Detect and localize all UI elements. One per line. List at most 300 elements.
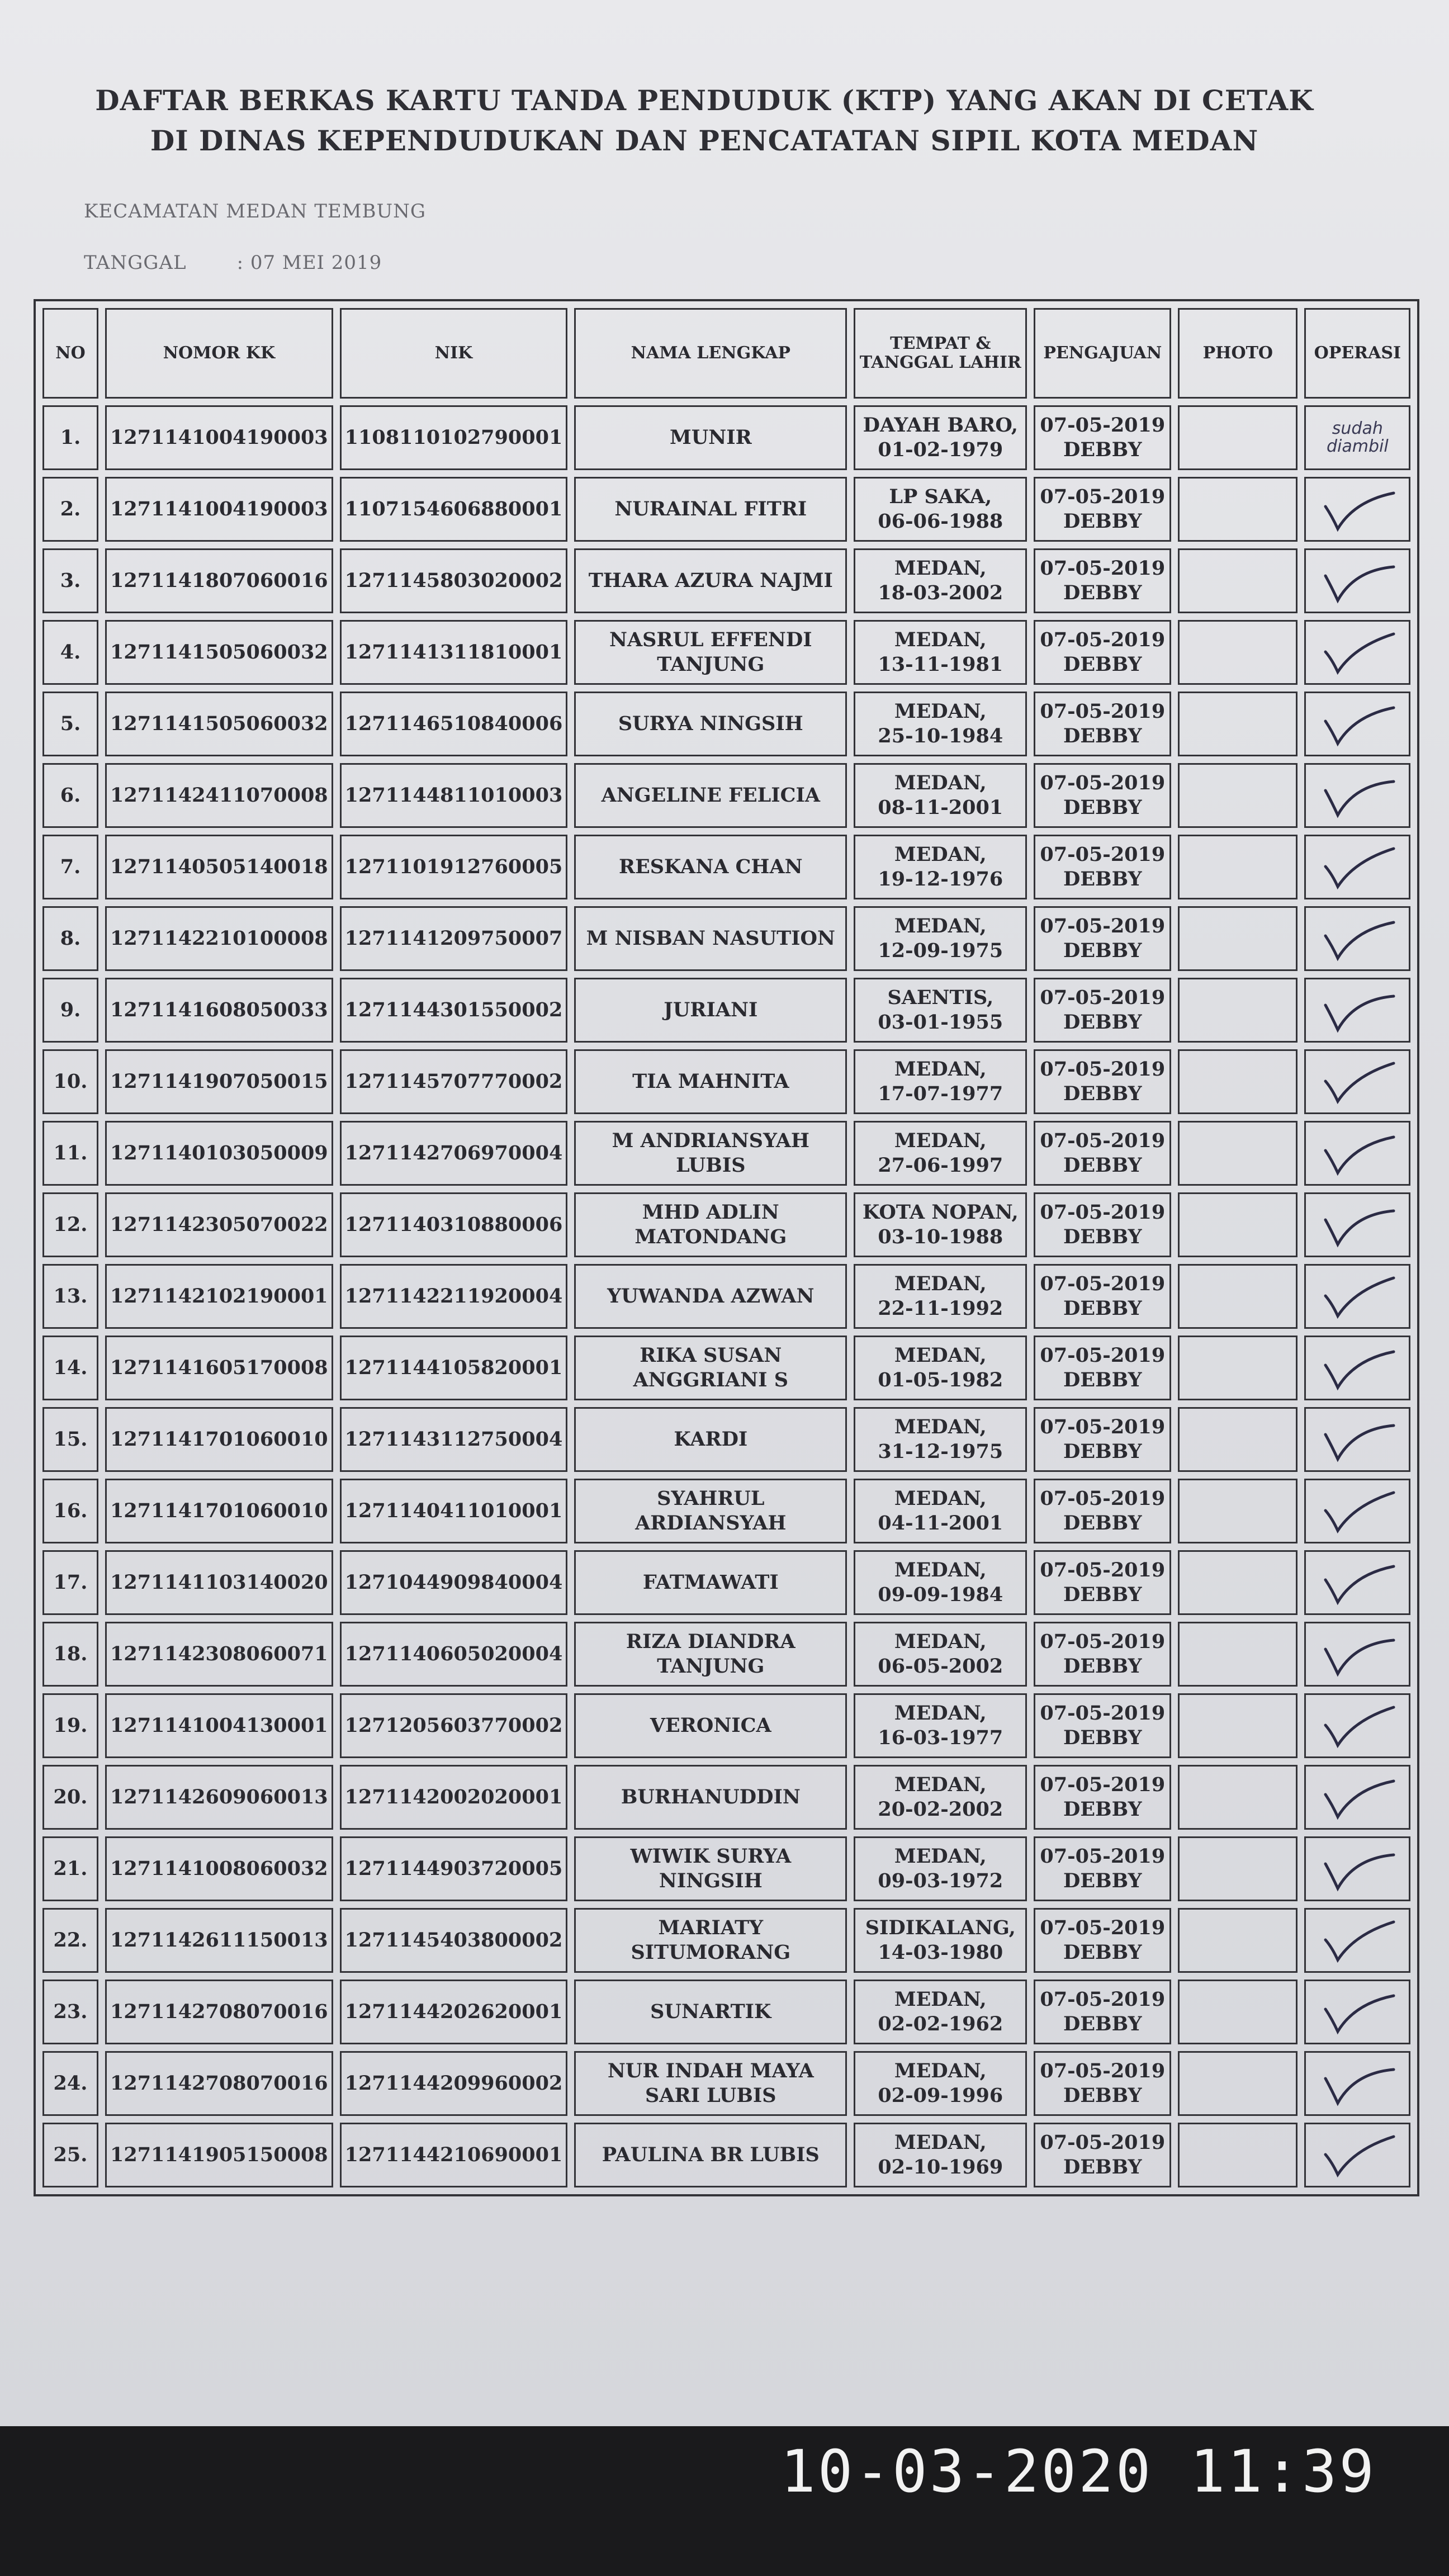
nik-cell: 1271145803020002 — [340, 548, 568, 613]
photo-cell — [1178, 906, 1298, 971]
row-number: 17. — [42, 1550, 98, 1615]
row-number: 22. — [42, 1908, 98, 1973]
checkmark-icon — [1315, 699, 1399, 749]
nama-lengkap-cell: M ANDRIANSYAH LUBIS — [574, 1121, 847, 1186]
pengajuan-officer: DEBBY — [1063, 1583, 1142, 1606]
tempat-tanggal-lahir-cell — [854, 1980, 1027, 2044]
row-number: 4. — [42, 620, 98, 685]
pengajuan-officer: DEBBY — [1063, 1726, 1142, 1749]
pengajuan-officer: DEBBY — [1063, 581, 1142, 604]
table-row — [42, 1765, 1410, 1830]
pengajuan-officer: DEBBY — [1063, 796, 1142, 819]
pengajuan-date: 07-05-2019 — [1040, 1129, 1166, 1152]
row-number: 20. — [42, 1765, 98, 1830]
row-number: 11. — [42, 1121, 98, 1186]
row-number: 25. — [42, 2123, 98, 2187]
nomor-kk-cell: 1271141004190003 — [105, 405, 333, 470]
pengajuan-cell — [1034, 620, 1171, 685]
pengajuan-cell — [1034, 906, 1171, 971]
pengajuan-officer: DEBBY — [1063, 1512, 1142, 1535]
nik-cell: 1271145403800002 — [340, 1908, 568, 1973]
nomor-kk-cell: 1271141004190003 — [105, 477, 333, 542]
pengajuan-date: 07-05-2019 — [1040, 1630, 1166, 1653]
row-number: 5. — [42, 692, 98, 756]
pengajuan-date: 07-05-2019 — [1040, 1773, 1166, 1796]
header-photo: PHOTO — [1178, 308, 1298, 399]
nik-cell: 1271144903720005 — [340, 1836, 568, 1901]
ktp-table — [34, 299, 1419, 2196]
checkmark-icon — [1315, 1915, 1399, 1966]
nomor-kk-cell: 1271141907050015 — [105, 1049, 333, 1114]
table-row — [42, 906, 1410, 971]
photo-cell — [1178, 1479, 1298, 1543]
pengajuan-date: 07-05-2019 — [1040, 557, 1166, 580]
photo-cell — [1178, 1264, 1298, 1329]
photo-cell — [1178, 1192, 1298, 1257]
pengajuan-date: 07-05-2019 — [1040, 1988, 1166, 2011]
tempat-tanggal-lahir-cell — [854, 1622, 1027, 1687]
tanggal-lahir: 19-12-1976 — [878, 868, 1003, 891]
checkmark-icon — [1315, 1772, 1399, 1822]
nomor-kk-cell: 1271142611150013 — [105, 1908, 333, 1973]
tempat-lahir: KOTA NOPAN, — [862, 1201, 1019, 1224]
nik-cell: 1271044909840004 — [340, 1550, 568, 1615]
tanggal-lahir: 04-11-2001 — [878, 1512, 1003, 1535]
table-row — [42, 835, 1410, 899]
tanggal-lahir: 09-03-1972 — [878, 1869, 1003, 1892]
tanggal-label: TANGGAL — [84, 252, 187, 274]
table-row — [42, 405, 1410, 470]
operasi-cell — [1304, 692, 1410, 756]
checkmark-icon — [1315, 1057, 1399, 1107]
nama-lengkap-cell: MUNIR — [574, 405, 847, 470]
table-row — [42, 1693, 1410, 1758]
photo-cell — [1178, 1622, 1298, 1687]
table-row — [42, 978, 1410, 1043]
photo-cell — [1178, 1836, 1298, 1901]
tanggal-lahir: 01-02-1979 — [878, 438, 1003, 461]
tempat-lahir: MEDAN, — [894, 2131, 987, 2154]
nama-lengkap-cell: ANGELINE FELICIA — [574, 763, 847, 828]
tempat-tanggal-lahir-cell — [854, 763, 1027, 828]
pengajuan-cell — [1034, 1980, 1171, 2044]
header-pengajuan: PENGAJUAN — [1034, 308, 1171, 399]
tempat-lahir: MEDAN, — [894, 1272, 987, 1295]
tempat-tanggal-lahir-cell — [854, 405, 1027, 470]
tempat-lahir: MEDAN, — [894, 1845, 987, 1868]
tanggal-lahir: 06-06-1988 — [878, 510, 1003, 533]
operasi-cell — [1304, 906, 1410, 971]
row-number: 23. — [42, 1980, 98, 2044]
checkmark-icon — [1315, 556, 1399, 606]
tempat-lahir: MEDAN, — [894, 1487, 987, 1510]
checkmark-icon — [1315, 842, 1399, 892]
row-number: 6. — [42, 763, 98, 828]
pengajuan-officer: DEBBY — [1063, 724, 1142, 747]
pengajuan-date: 07-05-2019 — [1040, 1845, 1166, 1868]
photo-cell — [1178, 1908, 1298, 1973]
pengajuan-date: 07-05-2019 — [1040, 700, 1166, 723]
table-row — [42, 1980, 1410, 2044]
tempat-tanggal-lahir-cell — [854, 1049, 1027, 1114]
pengajuan-cell — [1034, 978, 1171, 1043]
operasi-cell — [1304, 1192, 1410, 1257]
nama-lengkap-cell: RIZA DIANDRA TANJUNG — [574, 1622, 847, 1687]
header-operasi: OPERASI — [1304, 308, 1410, 399]
tanggal-lahir: 06-05-2002 — [878, 1655, 1003, 1678]
tempat-tanggal-lahir-cell — [854, 1336, 1027, 1400]
operasi-cell — [1304, 978, 1410, 1043]
photo-cell — [1178, 620, 1298, 685]
tanggal-lahir: 03-01-1955 — [878, 1011, 1003, 1034]
tempat-lahir: MEDAN, — [894, 557, 987, 580]
nama-lengkap-cell: KARDI — [574, 1407, 847, 1472]
nik-cell: 1271101912760005 — [340, 835, 568, 899]
photo-cell — [1178, 2123, 1298, 2187]
tanggal-lahir: 09-09-1984 — [878, 1583, 1003, 1606]
table-row — [42, 1550, 1410, 1615]
operasi-cell — [1304, 1765, 1410, 1830]
tempat-tanggal-lahir-cell — [854, 2051, 1027, 2116]
pengajuan-date: 07-05-2019 — [1040, 414, 1166, 437]
checkmark-icon — [1315, 1557, 1399, 1608]
table-row — [42, 2051, 1410, 2116]
nomor-kk-cell: 1271141008060032 — [105, 1836, 333, 1901]
nomor-kk-cell: 1271141701060010 — [105, 1407, 333, 1472]
tanggal-lahir: 31-12-1975 — [878, 1440, 1003, 1463]
photo-cell — [1178, 1049, 1298, 1114]
tempat-lahir: MEDAN, — [894, 771, 987, 794]
tanggal-lahir: 16-03-1977 — [878, 1726, 1003, 1749]
tempat-lahir: MEDAN, — [894, 843, 987, 866]
nama-lengkap-cell: SUNARTIK — [574, 1980, 847, 2044]
nama-lengkap-cell: MARIATY SITUMORANG — [574, 1908, 847, 1973]
operasi-cell — [1304, 763, 1410, 828]
nama-lengkap-cell: YUWANDA AZWAN — [574, 1264, 847, 1329]
checkmark-icon — [1315, 1128, 1399, 1178]
operasi-cell — [1304, 1622, 1410, 1687]
pengajuan-date: 07-05-2019 — [1040, 1559, 1166, 1581]
photo-cell — [1178, 1121, 1298, 1186]
row-number: 8. — [42, 906, 98, 971]
tanggal-value: : 07 MEI 2019 — [236, 252, 382, 274]
table-row — [42, 1264, 1410, 1329]
pengajuan-cell — [1034, 1336, 1171, 1400]
tempat-lahir: MEDAN, — [894, 1988, 987, 2011]
operasi-cell — [1304, 1049, 1410, 1114]
row-number: 15. — [42, 1407, 98, 1472]
pengajuan-officer: DEBBY — [1063, 1225, 1142, 1248]
checkmark-icon — [1315, 2130, 1399, 2180]
tempat-lahir: DAYAH BARO, — [863, 414, 1018, 437]
row-number: 18. — [42, 1622, 98, 1687]
pengajuan-date: 07-05-2019 — [1040, 1201, 1166, 1224]
pengajuan-cell — [1034, 1765, 1171, 1830]
table-row — [42, 1121, 1410, 1186]
nomor-kk-cell: 1271141701060010 — [105, 1479, 333, 1543]
table-row — [42, 1407, 1410, 1472]
photo-cell — [1178, 835, 1298, 899]
nik-cell: 1271142002020001 — [340, 1765, 568, 1830]
photo-cell — [1178, 978, 1298, 1043]
operasi-cell — [1304, 1336, 1410, 1400]
nama-lengkap-cell: VERONICA — [574, 1693, 847, 1758]
row-number: 13. — [42, 1264, 98, 1329]
checkmark-icon — [1315, 1486, 1399, 1536]
operasi-cell — [1304, 620, 1410, 685]
operasi-cell — [1304, 1980, 1410, 2044]
nama-lengkap-cell: JURIANI — [574, 978, 847, 1043]
checkmark-icon — [1315, 484, 1399, 534]
pengajuan-officer: DEBBY — [1063, 1154, 1142, 1177]
tempat-lahir: MEDAN, — [894, 915, 987, 937]
operasi-cell — [1304, 1121, 1410, 1186]
nama-lengkap-cell: NASRUL EFFENDI TANJUNG — [574, 620, 847, 685]
row-number: 10. — [42, 1049, 98, 1114]
tempat-lahir: MEDAN, — [894, 1630, 987, 1653]
nama-lengkap-cell: RIKA SUSAN ANGGRIANI S — [574, 1336, 847, 1400]
tempat-tanggal-lahir-cell — [854, 620, 1027, 685]
pengajuan-date: 07-05-2019 — [1040, 843, 1166, 866]
pengajuan-cell — [1034, 1550, 1171, 1615]
operasi-cell — [1304, 1407, 1410, 1472]
pengajuan-date: 07-05-2019 — [1040, 1058, 1166, 1081]
tempat-lahir: MEDAN, — [894, 1559, 987, 1581]
tempat-lahir: MEDAN, — [894, 1344, 987, 1367]
checkmark-icon — [1315, 1200, 1399, 1250]
nik-cell: 1108110102790001 — [340, 405, 568, 470]
table-row — [42, 1622, 1410, 1687]
row-number: 12. — [42, 1192, 98, 1257]
table-row — [42, 1336, 1410, 1400]
operasi-cell — [1304, 1836, 1410, 1901]
header-nik: NIK — [340, 308, 568, 399]
row-number: 7. — [42, 835, 98, 899]
pengajuan-officer: DEBBY — [1063, 1941, 1142, 1964]
nik-cell: 1271142211920004 — [340, 1264, 568, 1329]
row-number: 9. — [42, 978, 98, 1043]
checkmark-icon — [1315, 1701, 1399, 1751]
nik-cell: 1271140411010001 — [340, 1479, 568, 1543]
pengajuan-officer: DEBBY — [1063, 1869, 1142, 1892]
photo-cell — [1178, 763, 1298, 828]
checkmark-icon — [1315, 913, 1399, 964]
tempat-tanggal-lahir-cell — [854, 692, 1027, 756]
pengajuan-officer: DEBBY — [1063, 1655, 1142, 1678]
tempat-lahir: SAENTIS, — [887, 986, 994, 1009]
photo-cell — [1178, 1550, 1298, 1615]
operasi-cell — [1304, 1693, 1410, 1758]
checkmark-icon — [1315, 1844, 1399, 1894]
pengajuan-cell — [1034, 2123, 1171, 2187]
tanggal-lahir: 18-03-2002 — [878, 581, 1003, 604]
table-row — [42, 1479, 1410, 1543]
nomor-kk-cell: 1271141605170008 — [105, 1336, 333, 1400]
nama-lengkap-cell: WIWIK SURYA NINGSIH — [574, 1836, 847, 1901]
pengajuan-cell — [1034, 1693, 1171, 1758]
pengajuan-date: 07-05-2019 — [1040, 1487, 1166, 1510]
nik-cell: 1271144210690001 — [340, 2123, 568, 2187]
operasi-cell — [1304, 2123, 1410, 2187]
tanggal-lahir: 12-09-1975 — [878, 939, 1003, 962]
pengajuan-cell — [1034, 1836, 1171, 1901]
operasi-cell — [1304, 1479, 1410, 1543]
tempat-tanggal-lahir-cell — [854, 1121, 1027, 1186]
row-number: 24. — [42, 2051, 98, 2116]
pengajuan-date: 07-05-2019 — [1040, 915, 1166, 937]
pengajuan-date: 07-05-2019 — [1040, 2059, 1166, 2082]
photo-cell — [1178, 1407, 1298, 1472]
nik-cell: 1271140605020004 — [340, 1622, 568, 1687]
tanggal-lahir: 02-10-1969 — [878, 2156, 1003, 2179]
nomor-kk-cell: 1271141608050033 — [105, 978, 333, 1043]
header-nama-lengkap: NAMA LENGKAP — [574, 308, 847, 399]
row-number: 2. — [42, 477, 98, 542]
pengajuan-date: 07-05-2019 — [1040, 628, 1166, 651]
pengajuan-date: 07-05-2019 — [1040, 2131, 1166, 2154]
nama-lengkap-cell: PAULINA BR LUBIS — [574, 2123, 847, 2187]
nomor-kk-cell: 1271141905150008 — [105, 2123, 333, 2187]
pengajuan-officer: DEBBY — [1063, 2084, 1142, 2107]
tanggal-lahir: 02-02-1962 — [878, 2012, 1003, 2035]
pengajuan-cell — [1034, 763, 1171, 828]
photo-cell — [1178, 1765, 1298, 1830]
tempat-tanggal-lahir-cell — [854, 1693, 1027, 1758]
pengajuan-date: 07-05-2019 — [1040, 771, 1166, 794]
nik-cell: 1271141209750007 — [340, 906, 568, 971]
pengajuan-officer: DEBBY — [1063, 510, 1142, 533]
pengajuan-officer: DEBBY — [1063, 1011, 1142, 1034]
nama-lengkap-cell: NURAINAL FITRI — [574, 477, 847, 542]
pengajuan-date: 07-05-2019 — [1040, 986, 1166, 1009]
row-number: 3. — [42, 548, 98, 613]
photo-cell — [1178, 405, 1298, 470]
nomor-kk-cell: 1271142210100008 — [105, 906, 333, 971]
photo-cell — [1178, 1980, 1298, 2044]
nomor-kk-cell: 1271140103050009 — [105, 1121, 333, 1186]
tempat-tanggal-lahir-cell — [854, 1479, 1027, 1543]
row-number: 19. — [42, 1693, 98, 1758]
pengajuan-date: 07-05-2019 — [1040, 1415, 1166, 1438]
nama-lengkap-cell: FATMAWATI — [574, 1550, 847, 1615]
nik-cell: 1271144105820001 — [340, 1336, 568, 1400]
pengajuan-cell — [1034, 835, 1171, 899]
tempat-lahir: MEDAN, — [894, 2059, 987, 2082]
row-number: 16. — [42, 1479, 98, 1543]
nik-cell: 1271144811010003 — [340, 763, 568, 828]
camera-timestamp: 10-03-2020 11:39 — [780, 2437, 1376, 2506]
tempat-tanggal-lahir-cell — [854, 835, 1027, 899]
pengajuan-officer: DEBBY — [1063, 1082, 1142, 1105]
tempat-lahir: SIDIKALANG, — [865, 1916, 1016, 1939]
pengajuan-cell — [1034, 2051, 1171, 2116]
checkmark-icon — [1315, 1271, 1399, 1322]
nomor-kk-cell: 1271142411070008 — [105, 763, 333, 828]
handwritten-note: sudah diambil — [1326, 419, 1389, 456]
checkmark-icon — [1315, 1629, 1399, 1679]
tempat-lahir: LP SAKA, — [889, 485, 992, 508]
nama-lengkap-cell: NUR INDAH MAYA SARI LUBIS — [574, 2051, 847, 2116]
tanggal-lahir: 13-11-1981 — [878, 653, 1003, 676]
table-row — [42, 1836, 1410, 1901]
nomor-kk-cell: 1271141004130001 — [105, 1693, 333, 1758]
nama-lengkap-cell: SYAHRUL ARDIANSYAH — [574, 1479, 847, 1543]
photo-cell — [1178, 477, 1298, 542]
operasi-cell — [1304, 1550, 1410, 1615]
operasi-cell — [1304, 1264, 1410, 1329]
nomor-kk-cell: 1271142609060013 — [105, 1765, 333, 1830]
pengajuan-officer: DEBBY — [1063, 1368, 1142, 1391]
pengajuan-cell — [1034, 1479, 1171, 1543]
tempat-lahir: MEDAN, — [894, 1415, 987, 1438]
nik-cell: 1271144202620001 — [340, 1980, 568, 2044]
pengajuan-date: 07-05-2019 — [1040, 1344, 1166, 1367]
tempat-tanggal-lahir-cell — [854, 1264, 1027, 1329]
header-no: NO — [42, 308, 98, 399]
pengajuan-date: 07-05-2019 — [1040, 485, 1166, 508]
tanggal-lahir: 27-06-1997 — [878, 1154, 1003, 1177]
tempat-tanggal-lahir-cell — [854, 1765, 1027, 1830]
table-row — [42, 763, 1410, 828]
pengajuan-officer: DEBBY — [1063, 1798, 1142, 1821]
tanggal-lahir: 08-11-2001 — [878, 796, 1003, 819]
nama-lengkap-cell: MHD ADLIN MATONDANG — [574, 1192, 847, 1257]
pengajuan-cell — [1034, 1622, 1171, 1687]
tanggal-line — [84, 252, 382, 274]
tempat-tanggal-lahir-cell — [854, 548, 1027, 613]
pengajuan-cell — [1034, 692, 1171, 756]
table-row — [42, 1192, 1410, 1257]
table-row — [42, 1049, 1410, 1114]
pengajuan-cell — [1034, 548, 1171, 613]
tanggal-lahir: 01-05-1982 — [878, 1368, 1003, 1391]
nama-lengkap-cell: SURYA NINGSIH — [574, 692, 847, 756]
tempat-tanggal-lahir-cell — [854, 1908, 1027, 1973]
photo-cell — [1178, 548, 1298, 613]
tanggal-lahir: 14-03-1980 — [878, 1941, 1003, 1964]
table-header-row — [42, 308, 1410, 399]
tempat-lahir: MEDAN, — [894, 628, 987, 651]
document-title-line1: DAFTAR BERKAS KARTU TANDA PENDUDUK (KTP) YANG AKAN DI CETAK — [95, 84, 1314, 117]
row-number: 21. — [42, 1836, 98, 1901]
checkmark-icon — [1315, 2058, 1399, 2109]
pengajuan-officer: DEBBY — [1063, 2012, 1142, 2035]
header-nomor-kk: NOMOR KK — [105, 308, 333, 399]
nik-cell: 1271144301550002 — [340, 978, 568, 1043]
checkmark-icon — [1315, 1987, 1399, 2037]
tanggal-lahir: 20-02-2002 — [878, 1798, 1003, 1821]
tanggal-lahir: 03-10-1988 — [878, 1225, 1003, 1248]
tanggal-lahir: 02-09-1996 — [878, 2084, 1003, 2107]
tempat-tanggal-lahir-cell — [854, 1192, 1027, 1257]
pengajuan-officer: DEBBY — [1063, 939, 1142, 962]
document-title-line2: DI DINAS KEPENDUDUKAN DAN PENCATATAN SIPIL KOTA MEDAN — [150, 124, 1259, 157]
nik-cell: 1271146510840006 — [340, 692, 568, 756]
pengajuan-cell — [1034, 1121, 1171, 1186]
pengajuan-date: 07-05-2019 — [1040, 1272, 1166, 1295]
checkmark-icon — [1315, 1414, 1399, 1465]
tempat-lahir: MEDAN, — [894, 1129, 987, 1152]
nomor-kk-cell: 1271141103140020 — [105, 1550, 333, 1615]
pengajuan-cell — [1034, 1407, 1171, 1472]
pengajuan-cell — [1034, 1908, 1171, 1973]
tempat-tanggal-lahir-cell — [854, 1836, 1027, 1901]
nama-lengkap-cell: BURHANUDDIN — [574, 1765, 847, 1830]
pengajuan-cell — [1034, 1192, 1171, 1257]
nomor-kk-cell: 1271142708070016 — [105, 2051, 333, 2116]
tempat-tanggal-lahir-cell — [854, 978, 1027, 1043]
pengajuan-date: 07-05-2019 — [1040, 1916, 1166, 1939]
